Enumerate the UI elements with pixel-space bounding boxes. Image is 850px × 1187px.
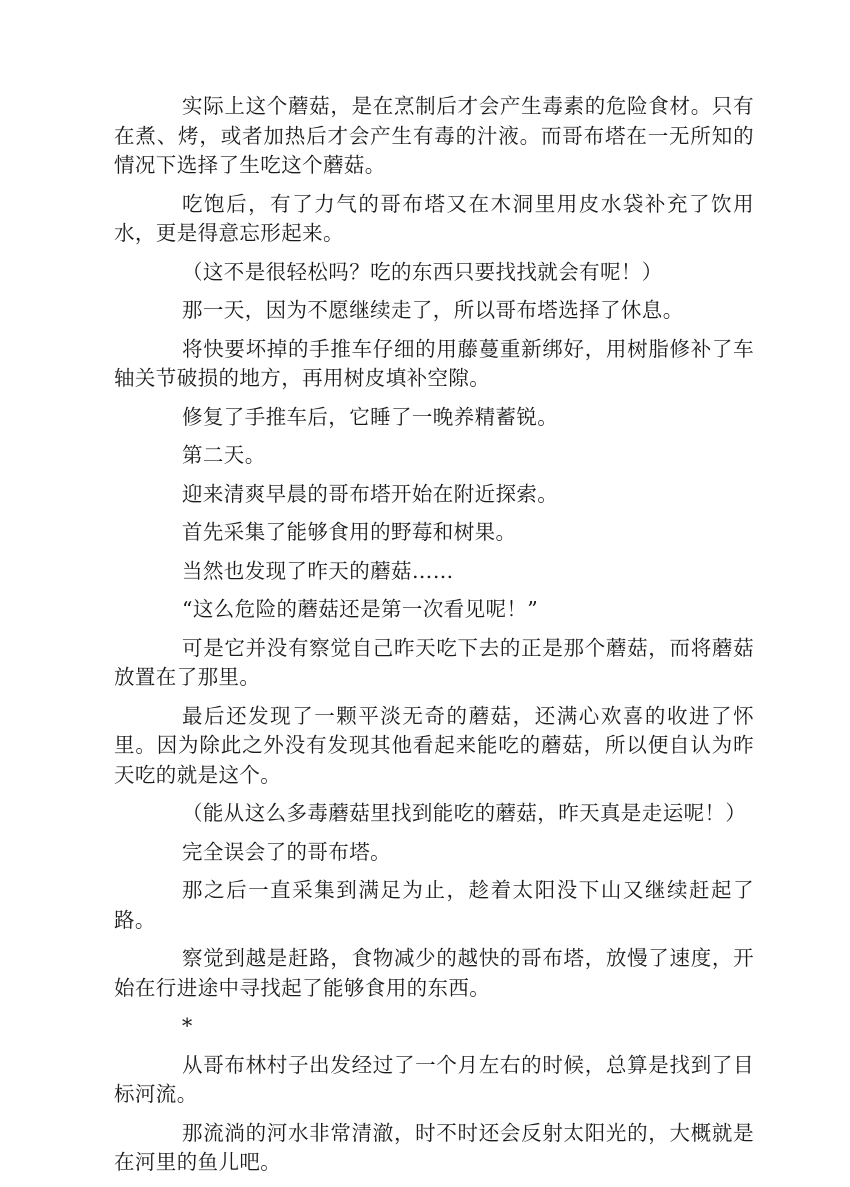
- paragraph: 察觉到越是赶路，食物减少的越快的哥布塔，放慢了速度，开始在行进途中寻找起了能够食用的东西。: [114, 946, 754, 1000]
- paragraph: “这么危险的蘑菇还是第一次看见呢！”: [182, 597, 539, 621]
- paragraph: 实际上这个蘑菇，是在烹制后才会产生毒素的危险食材。只有在煮、烤，或者加热后才会产生有毒的汁液。而哥布塔在一无所知的情况下选择了生吃这个蘑菇。: [114, 94, 754, 177]
- paragraph: 那流淌的河水非常清澈，时不时还会反射太阳光的，大概就是在河里的鱼儿吧。: [114, 1120, 754, 1174]
- paragraph: 将快要坏掉的手推车仔细的用藤蔓重新绑好，用树脂修补了车轴关节破损的地方，再用树皮填补空隙。: [114, 336, 754, 390]
- paragraph: 可是它并没有察觉自己昨天吃下去的正是那个蘑菇，而将蘑菇放置在了那里。: [114, 635, 754, 689]
- paragraph: 首先采集了能够食用的野莓和树果。: [182, 520, 517, 544]
- paragraph: 第二天。: [182, 443, 266, 467]
- paragraph: 吃饱后，有了力气的哥布塔又在木洞里用皮水袋补充了饮用水，更是得意忘形起来。: [114, 191, 754, 245]
- paragraph: 完全误会了的哥布塔。: [182, 839, 391, 864]
- paragraph: 修复了手推车后，它睡了一晚养精蓄锐。: [182, 404, 559, 429]
- paragraph: 那一天，因为不愿继续走了，所以哥布塔选择了休息。: [182, 298, 684, 322]
- paragraph: 从哥布林村子出发经过了一个月左右的时候，总算是找到了目标河流。: [114, 1052, 754, 1106]
- section-break: *: [182, 1014, 193, 1038]
- paragraph: 迎来清爽早晨的哥布塔开始在附近探索。: [182, 481, 559, 506]
- paragraph: （能从这么多毒蘑菇里找到能吃的蘑菇，昨天真是走运呢！）: [182, 801, 747, 825]
- document-body: [114, 92, 754, 1187]
- paragraph: （这不是很轻松吗？吃的东西只要找找就会有呢！）: [182, 259, 663, 284]
- paragraph: 当然也发现了昨天的蘑菇……: [182, 558, 454, 583]
- paragraph: 那之后一直采集到满足为止，趁着太阳没下山又继续赶起了路。: [114, 878, 754, 932]
- paragraph: 最后还发现了一颗平淡无奇的蘑菇，还满心欢喜的收进了怀里。因为除此之外没有发现其他看起来能吃的蘑菇，所以便自认为昨天吃的就是这个。: [114, 703, 754, 787]
